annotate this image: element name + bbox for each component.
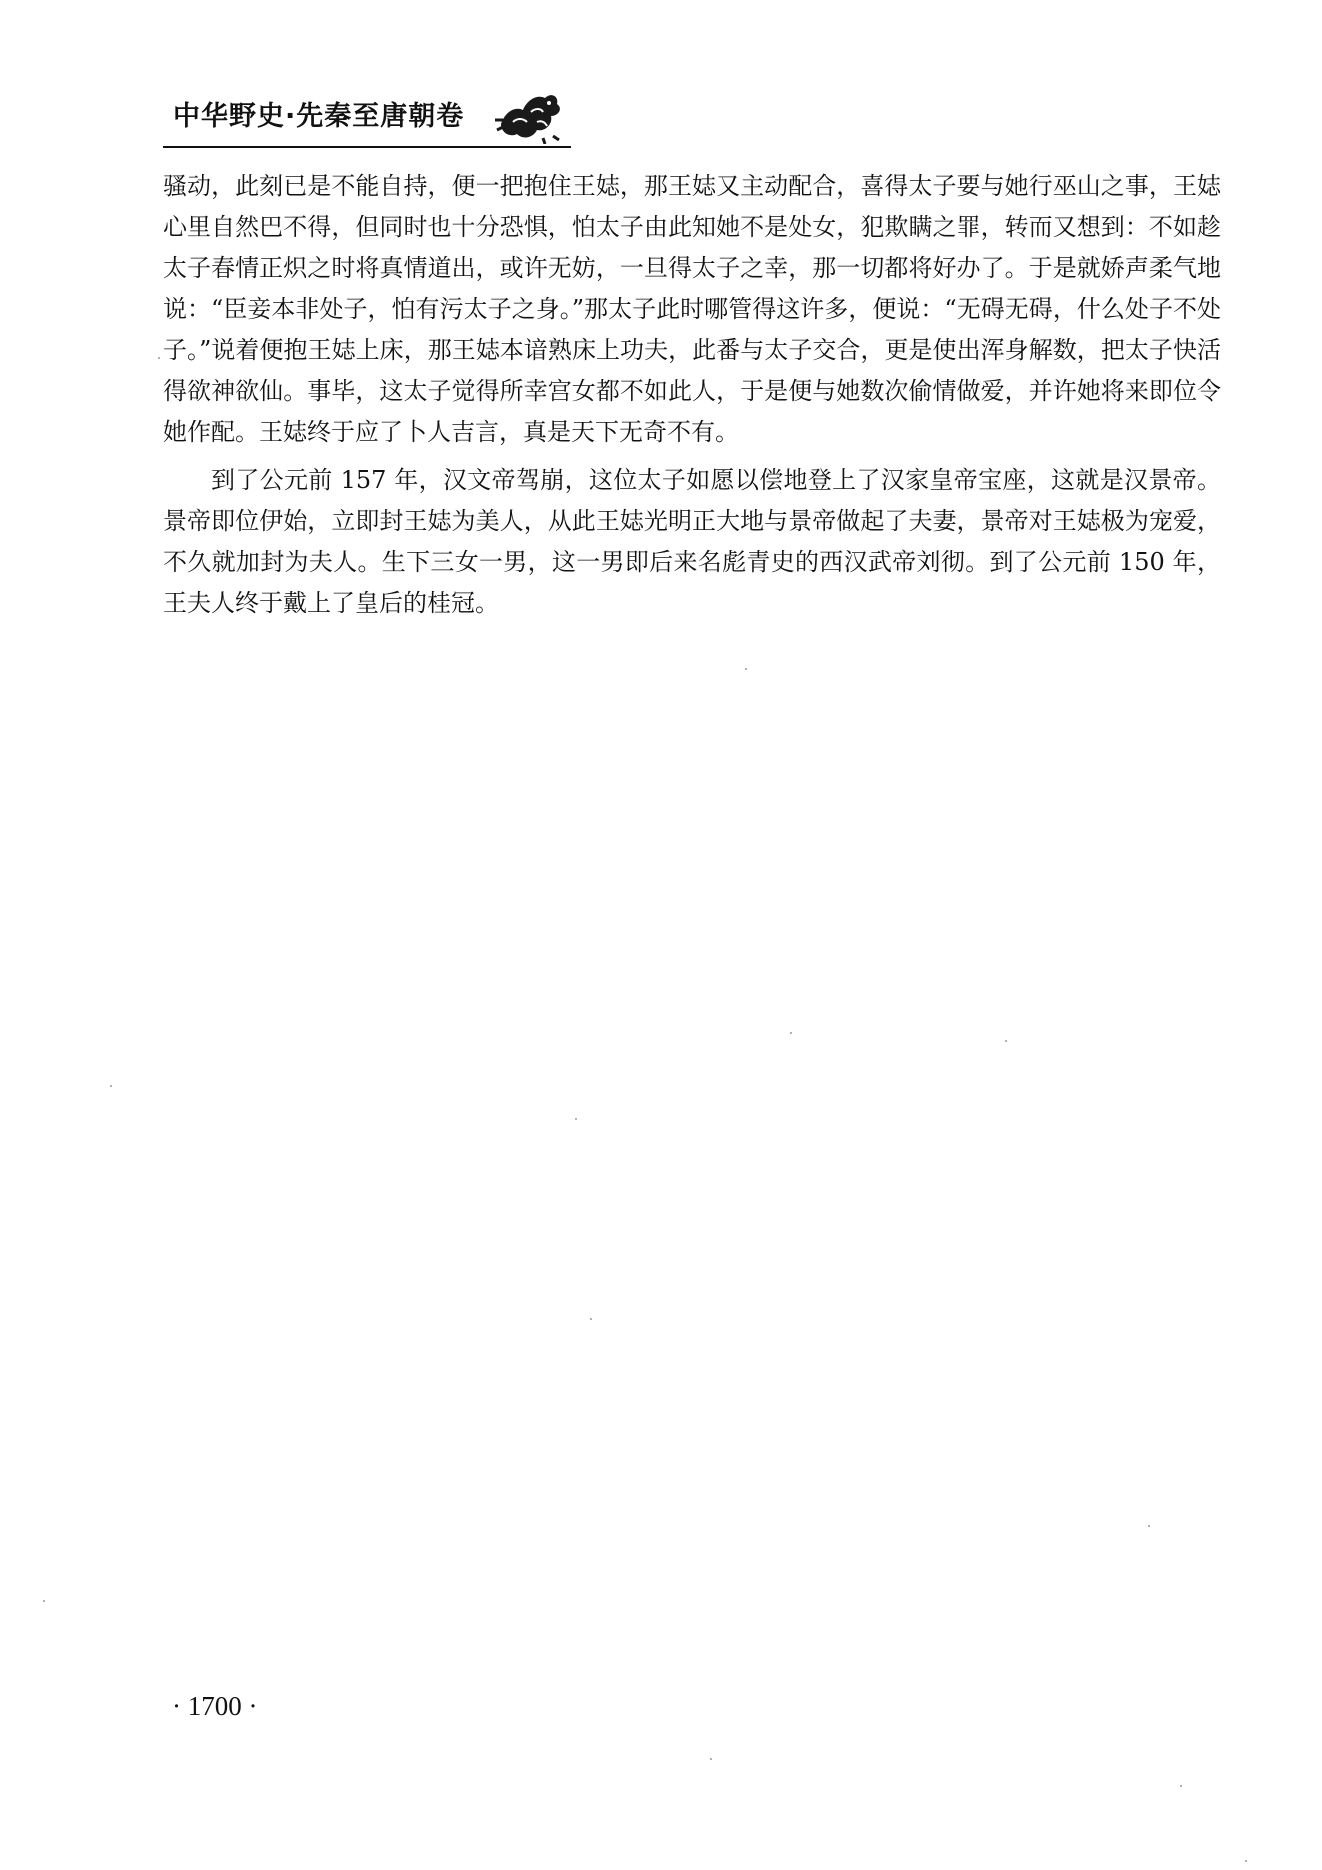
paragraph: 到了公元前 157 年，汉文帝驾崩，这位太子如愿以偿地登上了汉家皇帝宝座，这就是汉景帝。景帝即位伊始，立即封王娡为美人，从此王娡光明正大地与景帝做起了夫妻，景帝对王娡极为宠爱，不久就加封为夫人。生下三女一男，这一男即后来名彪青史的西汉武帝刘彻。到了公元前 150 年，王夫人终于戴上了皇后的桂冠。 bbox=[163, 466, 1221, 617]
scan-speck bbox=[158, 357, 160, 359]
scan-speck bbox=[110, 1085, 112, 1087]
scan-speck bbox=[790, 1032, 792, 1034]
scan-speck bbox=[1148, 1525, 1150, 1527]
page-number: · 1700 · bbox=[172, 1691, 258, 1721]
scan-speck bbox=[575, 1118, 577, 1120]
scan-speck bbox=[710, 1758, 712, 1760]
book-title: 中华野史·先秦至唐朝卷 bbox=[173, 101, 465, 132]
body-text bbox=[163, 166, 1221, 624]
scan-speck bbox=[590, 1318, 592, 1320]
scan-speck bbox=[745, 668, 747, 670]
scan-speck bbox=[1005, 1040, 1007, 1042]
header-rule bbox=[163, 146, 571, 148]
scan-speck bbox=[43, 1600, 45, 1602]
scan-speck bbox=[1180, 1785, 1182, 1787]
running-header bbox=[163, 86, 573, 148]
scan-speck bbox=[1245, 1860, 1247, 1862]
paragraph-continued: 骚动，此刻已是不能自持，便一把抱住王娡，那王娡又主动配合，喜得太子要与她行巫山之事，王娡心里自然巴不得，但同时也十分恐惧，怕太子由此知她不是处女，犯欺瞒之罪，转而又想到：不如趁太子春情正炽之时将真情道出，或许无妨，一旦得太子之幸，那一切都将好办了。于是就娇声柔气地说：“臣妾本非处子，怕有污太子之身。”那太子此时哪管得这许多，便说：“无碍无碍，什么处子不处子。”说着便抱王娡上床，那王娡本谙熟床上功夫，此番与太子交合，更是使出浑身解数，把太子快活得欲神欲仙。事毕，这太子觉得所幸宫女都不如此人，于是便与她数次偷情做爱，并许她将来即位令她作配。王娡终于应了卜人吉言，真是天下无奇不有。 bbox=[163, 172, 1221, 446]
dragon-emblem-icon bbox=[493, 86, 565, 144]
